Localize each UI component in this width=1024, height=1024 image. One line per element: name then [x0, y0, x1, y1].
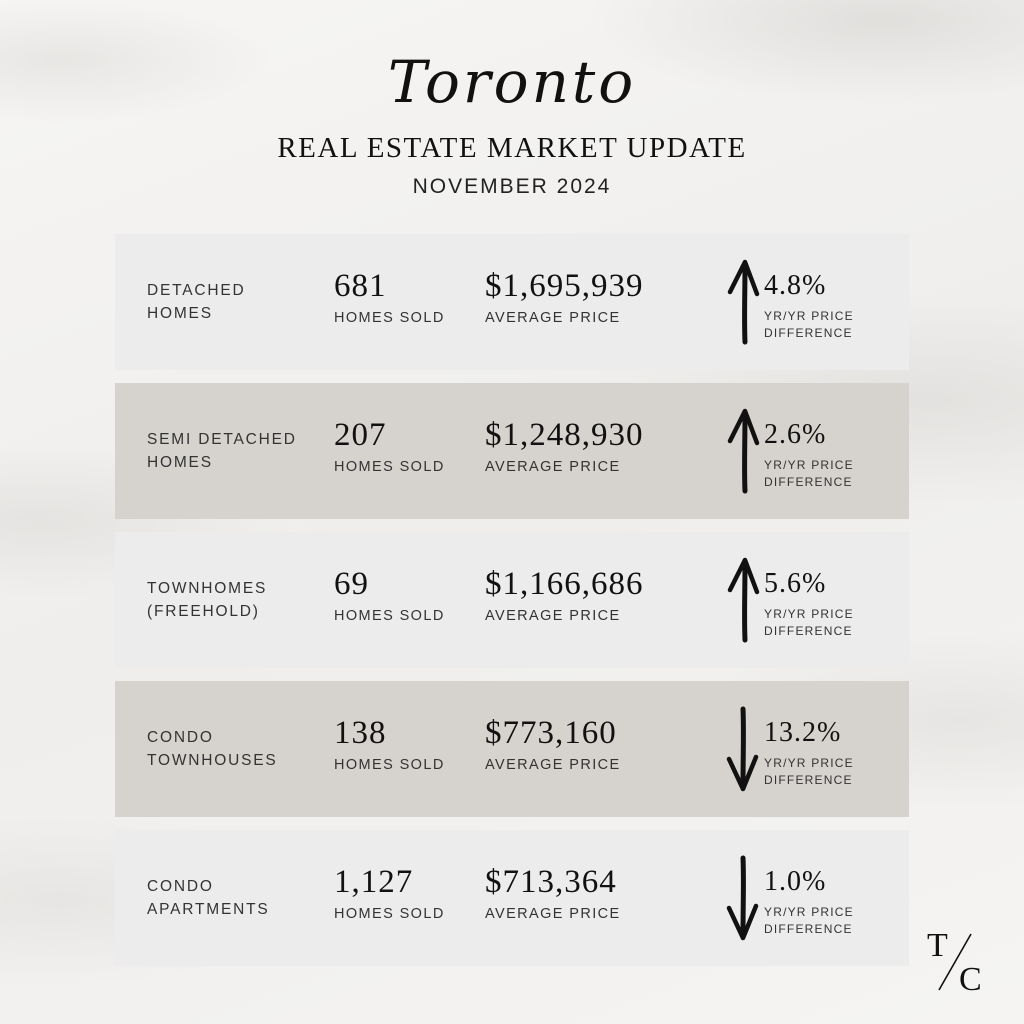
homes-sold-value: 69 — [334, 566, 369, 602]
svg-text:T: T — [927, 927, 948, 964]
category-label — [147, 726, 317, 772]
price-change-label — [764, 904, 884, 938]
price-change-label — [764, 755, 884, 789]
arrow-down-icon — [723, 701, 763, 797]
average-price-value: $713,364 — [485, 864, 617, 900]
average-price-label: AVERAGE PRICE — [485, 310, 621, 326]
homes-sold-value: 1,127 — [334, 864, 414, 900]
price-change-value: 13.2% — [764, 717, 842, 748]
category-label — [147, 428, 317, 474]
report-date: NOVEMBER 2024 — [412, 175, 612, 198]
market-row-condo-townhouses — [115, 681, 909, 817]
average-price-value: $1,695,939 — [485, 268, 644, 304]
diff-label-line2: DIFFERENCE — [764, 922, 853, 936]
category-line2: APARTMENTS — [147, 901, 270, 918]
price-change-label — [764, 308, 884, 342]
diff-label-line1: YR/YR PRICE — [764, 607, 854, 621]
category-line1: CONDO — [147, 878, 214, 895]
homes-sold-value: 138 — [334, 715, 387, 751]
category-line1: CONDO — [147, 729, 214, 746]
category-line1: DETACHED — [147, 282, 246, 299]
svg-text:C: C — [959, 961, 982, 994]
arrow-up-icon — [723, 552, 763, 648]
tc-monogram-logo — [925, 926, 997, 994]
diff-label-line2: DIFFERENCE — [764, 773, 853, 787]
homes-sold-label: HOMES SOLD — [334, 757, 445, 773]
arrow-up-icon — [723, 254, 763, 350]
average-price-label: AVERAGE PRICE — [485, 906, 621, 922]
city-title: Toronto — [387, 48, 637, 116]
homes-sold-value: 681 — [334, 268, 387, 304]
homes-sold-label: HOMES SOLD — [334, 459, 445, 475]
price-change-label — [764, 606, 884, 640]
price-change-value: 5.6% — [764, 568, 827, 599]
category-line2: HOMES — [147, 454, 213, 471]
arrow-up-icon — [723, 403, 763, 499]
market-row-semi-detached — [115, 383, 909, 519]
category-line2: TOWNHOUSES — [147, 752, 278, 769]
price-change-value: 1.0% — [764, 866, 827, 897]
diff-label-line1: YR/YR PRICE — [764, 458, 854, 472]
price-change-value: 4.8% — [764, 270, 827, 301]
average-price-label: AVERAGE PRICE — [485, 459, 621, 475]
average-price-label: AVERAGE PRICE — [485, 608, 621, 624]
homes-sold-value: 207 — [334, 417, 387, 453]
diff-label-line1: YR/YR PRICE — [764, 309, 854, 323]
header — [0, 0, 1024, 230]
price-change-label — [764, 457, 884, 491]
diff-label-line1: YR/YR PRICE — [764, 905, 854, 919]
homes-sold-label: HOMES SOLD — [334, 608, 445, 624]
market-row-detached — [115, 234, 909, 370]
homes-sold-label: HOMES SOLD — [334, 310, 445, 326]
average-price-value: $773,160 — [485, 715, 617, 751]
diff-label-line2: DIFFERENCE — [764, 624, 853, 638]
category-line2: (FREEHOLD) — [147, 603, 260, 620]
category-label — [147, 875, 317, 921]
category-label — [147, 577, 317, 623]
arrow-down-icon — [723, 850, 763, 946]
market-row-townhomes — [115, 532, 909, 668]
diff-label-line2: DIFFERENCE — [764, 475, 853, 489]
category-label — [147, 279, 317, 325]
average-price-value: $1,166,686 — [485, 566, 644, 602]
average-price-label: AVERAGE PRICE — [485, 757, 621, 773]
diff-label-line1: YR/YR PRICE — [764, 756, 854, 770]
category-line1: TOWNHOMES — [147, 580, 268, 597]
homes-sold-label: HOMES SOLD — [334, 906, 445, 922]
category-line2: HOMES — [147, 305, 213, 322]
diff-label-line2: DIFFERENCE — [764, 326, 853, 340]
market-row-condo-apartments — [115, 830, 909, 966]
page-title: REAL ESTATE MARKET UPDATE — [277, 132, 747, 164]
category-line1: SEMI DETACHED — [147, 431, 297, 448]
average-price-value: $1,248,930 — [485, 417, 644, 453]
price-change-value: 2.6% — [764, 419, 827, 450]
